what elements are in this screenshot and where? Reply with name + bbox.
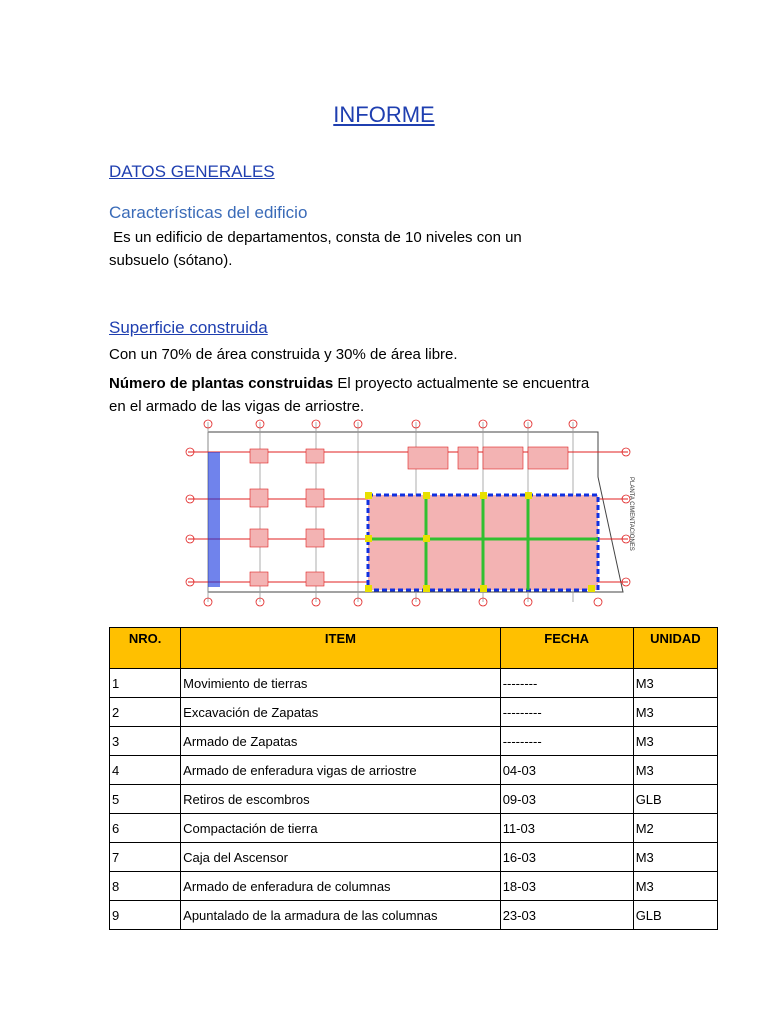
cell-item: Compactación de tierra: [181, 814, 501, 843]
cell-nro: 2: [110, 698, 181, 727]
caracteristicas-line-1: Es un edificio de departamentos, consta de 10 niveles con un: [109, 229, 522, 246]
cell-nro: 4: [110, 756, 181, 785]
cell-nro: 9: [110, 901, 181, 930]
table-row: [110, 669, 718, 698]
cell-item: Apuntalado de la armadura de las columnas: [181, 901, 501, 930]
header-unidad: UNIDAD: [633, 628, 717, 669]
plan-label: PLANTA CIMENTACIONES: [628, 477, 634, 551]
cell-nro: 7: [110, 843, 181, 872]
cell-item: Caja del Ascensor: [181, 843, 501, 872]
cell-nro: 5: [110, 785, 181, 814]
subheading-superficie: Superficie construida: [109, 318, 268, 337]
cell-unidad: GLB: [633, 785, 717, 814]
cell-item: Retiros de escombros: [181, 785, 501, 814]
cell-item: Armado de Zapatas: [181, 727, 501, 756]
superficie-paragraph: Con un 70% de área construida y 30% de área libre.: [109, 346, 458, 363]
table-row: [110, 727, 718, 756]
table-row: [110, 814, 718, 843]
table-row: [110, 698, 718, 727]
cell-fecha: 09-03: [500, 785, 633, 814]
cell-fecha: --------: [500, 669, 633, 698]
plantas-text-2: en el armado de las vigas de arriostre.: [109, 398, 365, 415]
cell-fecha: 04-03: [500, 756, 633, 785]
plantas-bold-label: Número de plantas construidas: [109, 375, 334, 392]
cell-item: Armado de enferadura vigas de arriostre: [181, 756, 501, 785]
cell-unidad: M3: [633, 756, 717, 785]
cell-fecha: 18-03: [500, 872, 633, 901]
section-heading-datos: DATOS GENERALES: [109, 162, 275, 181]
cell-nro: 6: [110, 814, 181, 843]
cell-fecha: ---------: [500, 727, 633, 756]
cell-unidad: M3: [633, 872, 717, 901]
caracteristicas-paragraph: [109, 226, 649, 272]
header-nro: NRO.: [110, 628, 181, 669]
foundation-plan-drawing: [178, 417, 638, 607]
table-row: [110, 901, 718, 930]
footing-block: [368, 495, 598, 590]
plantas-paragraph: [109, 372, 649, 418]
cell-unidad: M3: [633, 669, 717, 698]
cell-nro: 1: [110, 669, 181, 698]
cell-unidad: M3: [633, 843, 717, 872]
cell-item: Excavación de Zapatas: [181, 698, 501, 727]
cell-item: Armado de enferadura de columnas: [181, 872, 501, 901]
cell-unidad: M2: [633, 814, 717, 843]
table-row: [110, 843, 718, 872]
subheading-caracteristicas: Características del edificio: [109, 203, 308, 222]
table-row: [110, 872, 718, 901]
cell-nro: 8: [110, 872, 181, 901]
cell-nro: 3: [110, 727, 181, 756]
cell-unidad: M3: [633, 698, 717, 727]
caracteristicas-line-2: subsuelo (sótano).: [109, 252, 233, 269]
cell-fecha: ---------: [500, 698, 633, 727]
progress-table: [109, 627, 718, 930]
plantas-text-1: El proyecto actualmente se encuentra: [333, 375, 590, 392]
header-fecha: FECHA: [500, 628, 633, 669]
cell-fecha: 11-03: [500, 814, 633, 843]
table-header-row: [110, 628, 718, 669]
cell-fecha: 23-03: [500, 901, 633, 930]
table-row: [110, 785, 718, 814]
page-title: INFORME: [333, 102, 435, 127]
cell-fecha: 16-03: [500, 843, 633, 872]
header-item: ITEM: [181, 628, 501, 669]
table-row: [110, 756, 718, 785]
cell-item: Movimiento de tierras: [181, 669, 501, 698]
cell-unidad: M3: [633, 727, 717, 756]
cell-unidad: GLB: [633, 901, 717, 930]
